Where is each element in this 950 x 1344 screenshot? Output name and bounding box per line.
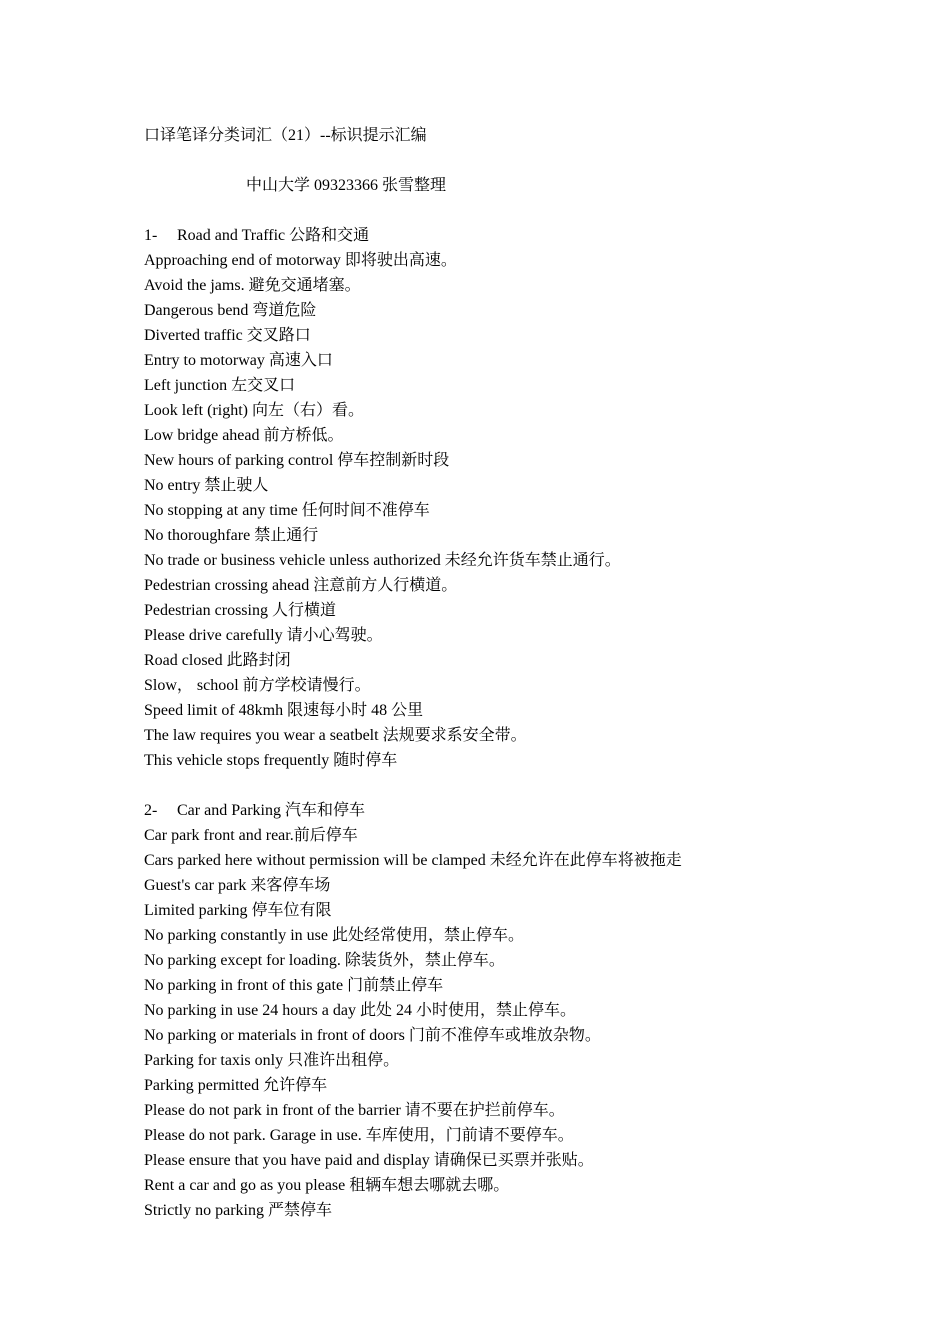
entry-line: Low bridge ahead 前方桥低。 xyxy=(144,427,344,444)
entry-line: Car park front and rear.前后停车 xyxy=(144,827,358,844)
section-car-parking xyxy=(144,798,844,1223)
section-road-traffic xyxy=(144,223,844,773)
entry-line: Please ensure that you have paid and display 请确保已买票并张贴。 xyxy=(144,1152,594,1169)
entry-line: No thoroughfare 禁止通行 xyxy=(144,527,319,544)
entry-line: Pedestrian crossing 人行横道 xyxy=(144,602,336,619)
entry-line: Please do not park. Garage in use. 车库使用，门前请不要停车。 xyxy=(144,1127,574,1144)
entry-line: Pedestrian crossing ahead 注意前方人行横道。 xyxy=(144,577,458,594)
entry-line: New hours of parking control 停车控制新时段 xyxy=(144,452,450,469)
spacer xyxy=(144,198,844,223)
entry-line: Parking for taxis only 只准许出租停。 xyxy=(144,1052,400,1069)
section-heading xyxy=(144,223,844,248)
entry-line: Road closed 此路封闭 xyxy=(144,652,291,669)
document-page xyxy=(144,123,844,1223)
entry-line: Left junction 左交叉口 xyxy=(144,377,296,394)
entry-line: Slow， school 前方学校请慢行。 xyxy=(144,677,371,694)
entry-line: Diverted traffic 交叉路口 xyxy=(144,327,311,344)
entry-line: Please drive carefully 请小心驾驶。 xyxy=(144,627,383,644)
entry-line: Avoid the jams. 避免交通堵塞。 xyxy=(144,277,361,294)
entry-line: Dangerous bend 弯道危险 xyxy=(144,302,317,319)
entry-list xyxy=(144,248,844,773)
entry-line: Cars parked here without permission will be clamped 未经允许在此停车将被拖走 xyxy=(144,852,682,869)
entry-line: No parking constantly in use 此处经常使用，禁止停车。 xyxy=(144,927,524,944)
entry-line: No entry 禁止驶人 xyxy=(144,477,269,494)
document-subtitle: 中山大学 09323366 张雪整理 xyxy=(246,177,447,194)
entry-line: Look left (right) 向左（右）看。 xyxy=(144,402,364,419)
section-number: 1- xyxy=(144,227,158,244)
entry-line: Entry to motorway 高速入口 xyxy=(144,352,333,369)
section-heading-text: Road and Traffic 公路和交通 xyxy=(177,227,370,244)
entry-line: Strictly no parking 严禁停车 xyxy=(144,1202,332,1219)
entry-line: No parking except for loading. 除装货外，禁止停车。 xyxy=(144,952,505,969)
entry-line: No parking or materials in front of doors 门前不准停车或堆放杂物。 xyxy=(144,1027,601,1044)
document-title: 口译笔译分类词汇（21）--标识提示汇编 xyxy=(144,127,427,144)
section-number: 2- xyxy=(144,802,158,819)
entry-line: Limited parking 停车位有限 xyxy=(144,902,332,919)
entry-line: The law requires you wear a seatbelt 法规要求系安全带。 xyxy=(144,727,527,744)
entry-line: No stopping at any time 任何时间不准停车 xyxy=(144,502,430,519)
spacer xyxy=(144,773,844,798)
entry-line: Parking permitted 允许停车 xyxy=(144,1077,328,1094)
entry-line: Guest's car park 来客停车场 xyxy=(144,877,331,894)
entry-line: Speed limit of 48kmh 限速每小时 48 公里 xyxy=(144,702,424,719)
section-heading xyxy=(144,798,844,823)
section-heading-text: Car and Parking 汽车和停车 xyxy=(177,802,365,819)
entry-line: Approaching end of motorway 即将驶出高速。 xyxy=(144,252,457,269)
spacer xyxy=(144,148,844,173)
entry-line: No parking in use 24 hours a day 此处 24 小时使用，禁止停车。 xyxy=(144,1002,576,1019)
entry-line: Rent a car and go as you please 租辆车想去哪就去哪。 xyxy=(144,1177,510,1194)
entry-line: This vehicle stops frequently 随时停车 xyxy=(144,752,398,769)
entry-line: No parking in front of this gate 门前禁止停车 xyxy=(144,977,444,994)
entry-line: No trade or business vehicle unless authorized 未经允许货车禁止通行。 xyxy=(144,552,621,569)
entry-list xyxy=(144,823,844,1223)
entry-line: Please do not park in front of the barrier 请不要在护拦前停车。 xyxy=(144,1102,565,1119)
